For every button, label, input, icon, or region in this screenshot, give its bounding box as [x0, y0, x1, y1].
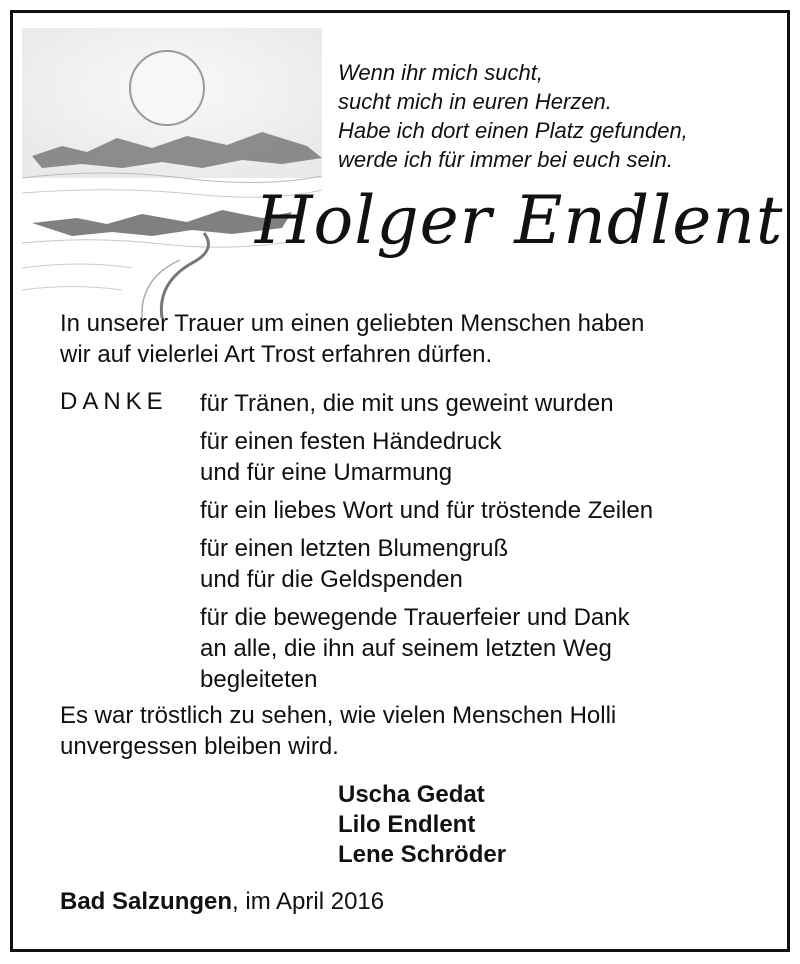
danke-group [200, 426, 653, 488]
outro-text [60, 700, 616, 762]
danke-line: begleiteten [200, 666, 318, 693]
danke-line: für ein liebes Wort und für tröstende Zeilen [200, 497, 654, 524]
intro-line: wir auf vielerlei Art Trost erfahren dürfen. [60, 341, 493, 368]
danke-line: und für die Geldspenden [200, 566, 463, 593]
outro-line: Es war tröstlich zu sehen, wie vielen Menschen Holli [60, 702, 617, 729]
date-text: , im April 2016 [232, 888, 385, 915]
danke-line: für Tränen, die mit uns geweint wurden [200, 390, 614, 417]
danke-group [200, 533, 653, 595]
signers-list [338, 780, 506, 870]
danke-group [200, 495, 653, 526]
danke-label: DANKE [60, 388, 168, 415]
outro-line: unvergessen bleiben wird. [60, 733, 339, 760]
intro-line: In unserer Trauer um einen geliebten Menschen haben [60, 310, 645, 337]
danke-list [200, 388, 653, 702]
signer-name: Lilo Endlent [338, 811, 476, 838]
danke-group [200, 602, 653, 695]
danke-line: für einen letzten Blumengruß [200, 535, 509, 562]
danke-line: an alle, die ihn auf seinem letzten Weg [200, 635, 612, 662]
danke-line: für die bewegende Trauerfeier und Dank [200, 604, 630, 631]
poem-verse [338, 58, 688, 174]
landscape-sketch-illustration [22, 28, 342, 318]
poem-line: Habe ich dort einen Platz gefunden, [338, 118, 688, 143]
poem-line: werde ich für immer bei euch sein. [338, 147, 674, 172]
danke-line: für einen festen Händedruck [200, 428, 502, 455]
poem-line: Wenn ihr mich sucht, [338, 60, 544, 85]
signer-name: Uscha Gedat [338, 781, 485, 808]
danke-group [200, 388, 653, 419]
place-date-footer [60, 888, 384, 916]
poem-line: sucht mich in euren Herzen. [338, 89, 612, 114]
place-name: Bad Salzungen [60, 888, 233, 915]
signer-name: Lene Schröder [338, 841, 507, 868]
intro-text [60, 308, 644, 370]
danke-line: und für eine Umarmung [200, 459, 453, 486]
sun-icon [130, 51, 204, 125]
deceased-name: Holger Endlent [255, 182, 784, 259]
